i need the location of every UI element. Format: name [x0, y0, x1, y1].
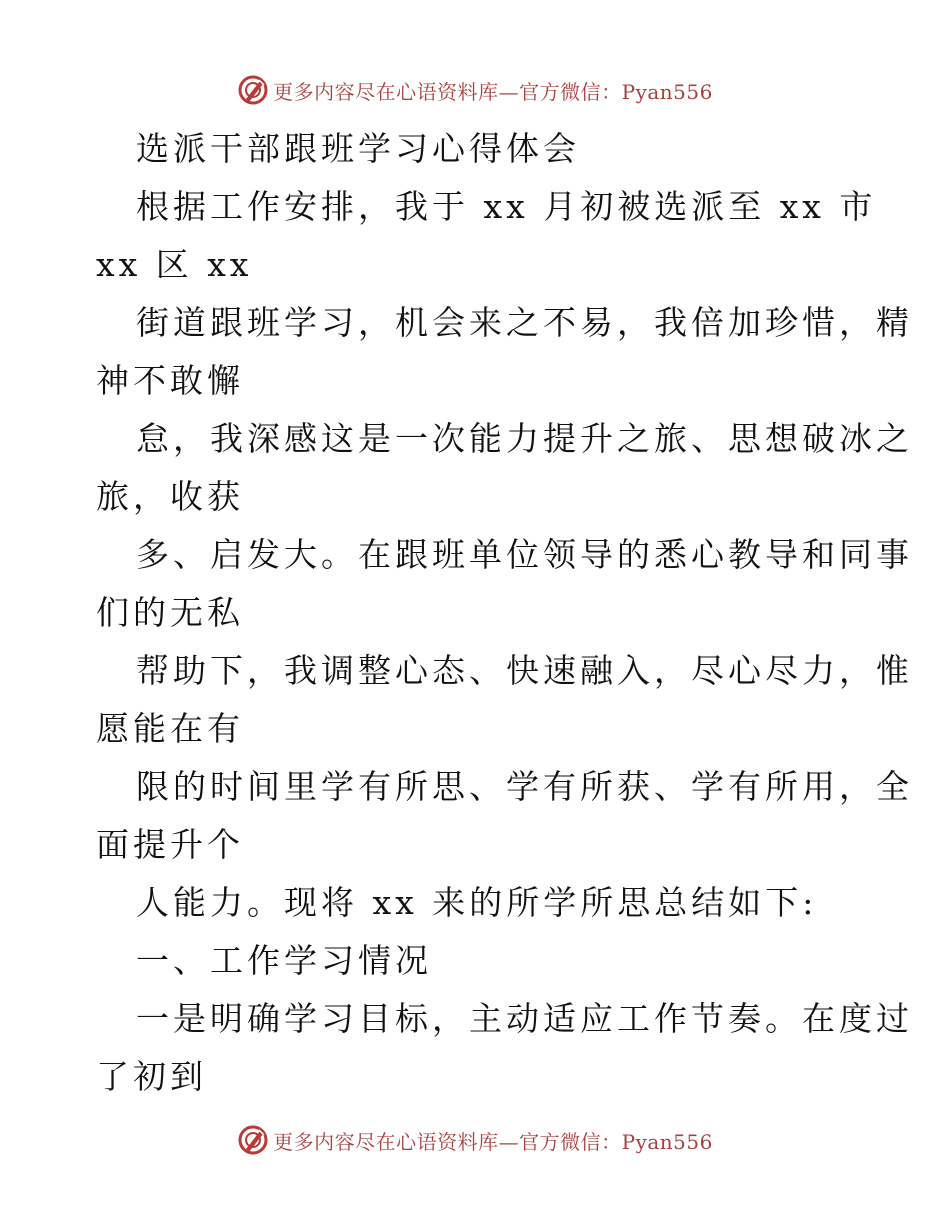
banner-text — [273, 1126, 713, 1155]
banner-wechat-id: Pyan556 — [621, 1129, 713, 1154]
banner-wechat-label: 官方微信： — [519, 1129, 622, 1154]
text-line: 一是明确学习目标，主动适应工作节奏。在度过 — [136, 999, 913, 1038]
text-line: 了初到 — [96, 1057, 207, 1096]
text-line: 面提升个 — [96, 825, 244, 864]
banner-main-text: 更多内容尽在心语资料库 — [273, 79, 499, 104]
text-line: xx 区 xx — [96, 245, 253, 284]
logo-icon — [237, 1124, 269, 1156]
text-line: 人能力。现将 xx 来的所学所思总结如下: — [136, 883, 818, 922]
text-line: 根据工作安排，我于 xx 月初被选派至 xx 市 — [136, 187, 877, 226]
banner-wechat-id: Pyan556 — [621, 79, 713, 104]
text-line: 们的无私 — [96, 593, 244, 632]
text-line: 怠，我深感这是一次能力提升之旅、思想破冰之 — [136, 419, 913, 458]
section-heading: 一、工作学习情况 — [136, 941, 432, 980]
text-line: 限的时间里学有所思、学有所获、学有所用，全 — [136, 767, 913, 806]
footer-watermark-banner — [0, 1120, 950, 1160]
text-line: 神不敢懈 — [96, 361, 244, 400]
document-body — [96, 120, 913, 1106]
text-line: 街道跟班学习，机会来之不易，我倍加珍惜，精 — [136, 303, 913, 342]
banner-text — [273, 76, 713, 105]
banner-dash: — — [498, 1129, 520, 1154]
banner-main-text: 更多内容尽在心语资料库 — [273, 1129, 499, 1154]
banner-wechat-label: 官方微信： — [519, 79, 622, 104]
text-line: 多、启发大。在跟班单位领导的悉心教导和同事 — [136, 535, 913, 574]
banner-dash: — — [498, 79, 520, 104]
header-watermark-banner — [0, 70, 950, 110]
document-title: 选派干部跟班学习心得体会 — [136, 129, 580, 168]
text-line: 帮助下，我调整心态、快速融入，尽心尽力，惟 — [136, 651, 913, 690]
text-line: 旅，收获 — [96, 477, 244, 516]
text-line: 愿能在有 — [96, 709, 244, 748]
logo-icon — [237, 74, 269, 106]
